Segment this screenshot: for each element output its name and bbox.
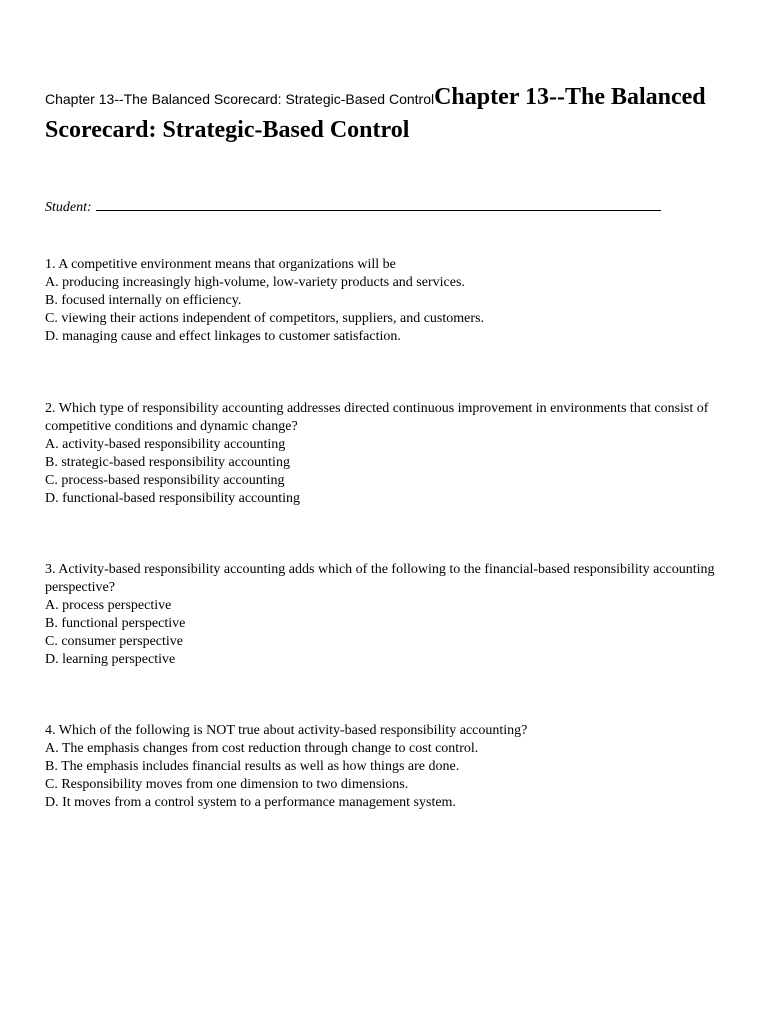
student-name-line [45,196,661,217]
question-text: 1. A competitive environment means that organizations will be [45,257,396,272]
question-text: 2. Which type of responsibility accounting addresses directed continuous improvement in environments that consist of competitive conditions and dynamic change? [45,401,709,434]
choice-c: C. Responsibility moves from one dimension to two dimensions. [45,777,409,792]
choice-a: A. The emphasis changes from cost reduction through change to cost control. [45,741,479,756]
choice-d: D. managing cause and effect linkages to customer satisfaction. [45,329,401,344]
question-text: 4. Which of the following is NOT true about activity-based responsibility accounting? [45,723,528,738]
chapter-title-large: Chapter 13--The Balanced Scorecard: Strategic-Based Control [45,84,706,143]
choice-a: A. producing increasingly high-volume, low-variety products and services. [45,275,465,290]
question-4 [45,722,725,812]
choice-c: C. consumer perspective [45,634,184,649]
question-1 [45,256,725,346]
choice-d: D. functional-based responsibility accounting [45,491,301,506]
choice-c: C. viewing their actions independent of competitors, suppliers, and customers. [45,311,484,326]
student-name-blank [96,196,661,211]
choice-c: C. process-based responsibility accounting [45,473,285,488]
question-text: 3. Activity-based responsibility accounting adds which of the following to the financial-based responsibility accounting perspective? [45,562,715,595]
student-label: Student: [45,200,92,215]
choice-a: A. activity-based responsibility accounting [45,437,286,452]
choice-d: D. It moves from a control system to a performance management system. [45,795,456,810]
choice-a: A. process perspective [45,598,172,613]
choice-b: B. strategic-based responsibility accounting [45,455,290,470]
question-2 [45,400,725,508]
choice-b: B. The emphasis includes financial results as well as how things are done. [45,759,460,774]
choice-b: B. focused internally on efficiency. [45,293,242,308]
chapter-title-small: Chapter 13--The Balanced Scorecard: Strategic-Based Control [45,91,435,107]
document-title [45,82,725,148]
choice-b: B. functional perspective [45,616,186,631]
choice-d: D. learning perspective [45,652,176,667]
question-3 [45,561,725,669]
